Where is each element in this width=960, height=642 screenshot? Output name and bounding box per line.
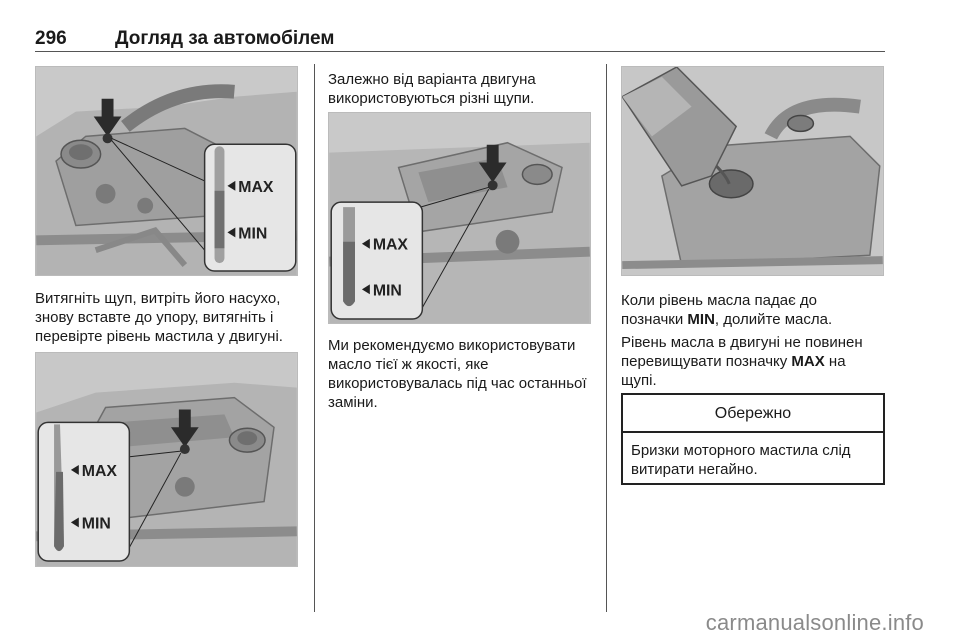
engine-dipstick-figure-3 (328, 112, 591, 324)
caution-box (621, 393, 885, 485)
oil-filling-figure (621, 66, 884, 276)
max-mark-label: MAX (791, 353, 825, 370)
svg-text:MAX: MAX (238, 178, 274, 196)
column-divider (314, 64, 315, 612)
max-level-text: Рівень масла в двигуні не повинен перевищувати позначку MAX на щупі. (621, 334, 863, 389)
svg-text:MIN: MIN (238, 225, 268, 243)
svg-text:MIN: MIN (81, 515, 111, 533)
header-divider (35, 51, 885, 52)
min-mark-label: MIN (687, 311, 715, 328)
caution-text: Бризки моторного мастила слід витирати негайно. (631, 442, 851, 478)
engine-illustration (36, 353, 297, 566)
watermark: carmanualsonline.info (705, 610, 924, 635)
section-title: Догляд за автомобілем (115, 28, 335, 49)
svg-text:MIN: MIN (372, 282, 402, 300)
oil-filling-illustration (622, 67, 883, 275)
page-number: 296 (35, 28, 67, 49)
oil-recommendation-text: Ми рекомендуємо використовувати масло тієї ж якості, яке використовувалась під час останньої заміни. (328, 337, 587, 411)
dipstick-variants-text: Залежно від варіанта двигуна використовуються різні щупи. (328, 71, 536, 107)
engine-dipstick-figure-2 (35, 352, 298, 567)
add-oil-text: Коли рівень масла падає до позначки MIN, долийте масла. (621, 292, 833, 328)
svg-text:MAX: MAX (372, 236, 409, 254)
engine-dipstick-figure-1 (35, 66, 298, 276)
instruction-text: Витягніть щуп, витріть його насухо, знову вставте до упору, витягніть і перевірте рівень мастила у двигуні. (35, 290, 283, 345)
engine-illustration (329, 113, 590, 323)
caution-title: Обережно (623, 395, 883, 433)
engine-illustration (36, 67, 297, 275)
svg-text:MAX: MAX (81, 462, 118, 480)
column-divider (606, 64, 607, 612)
